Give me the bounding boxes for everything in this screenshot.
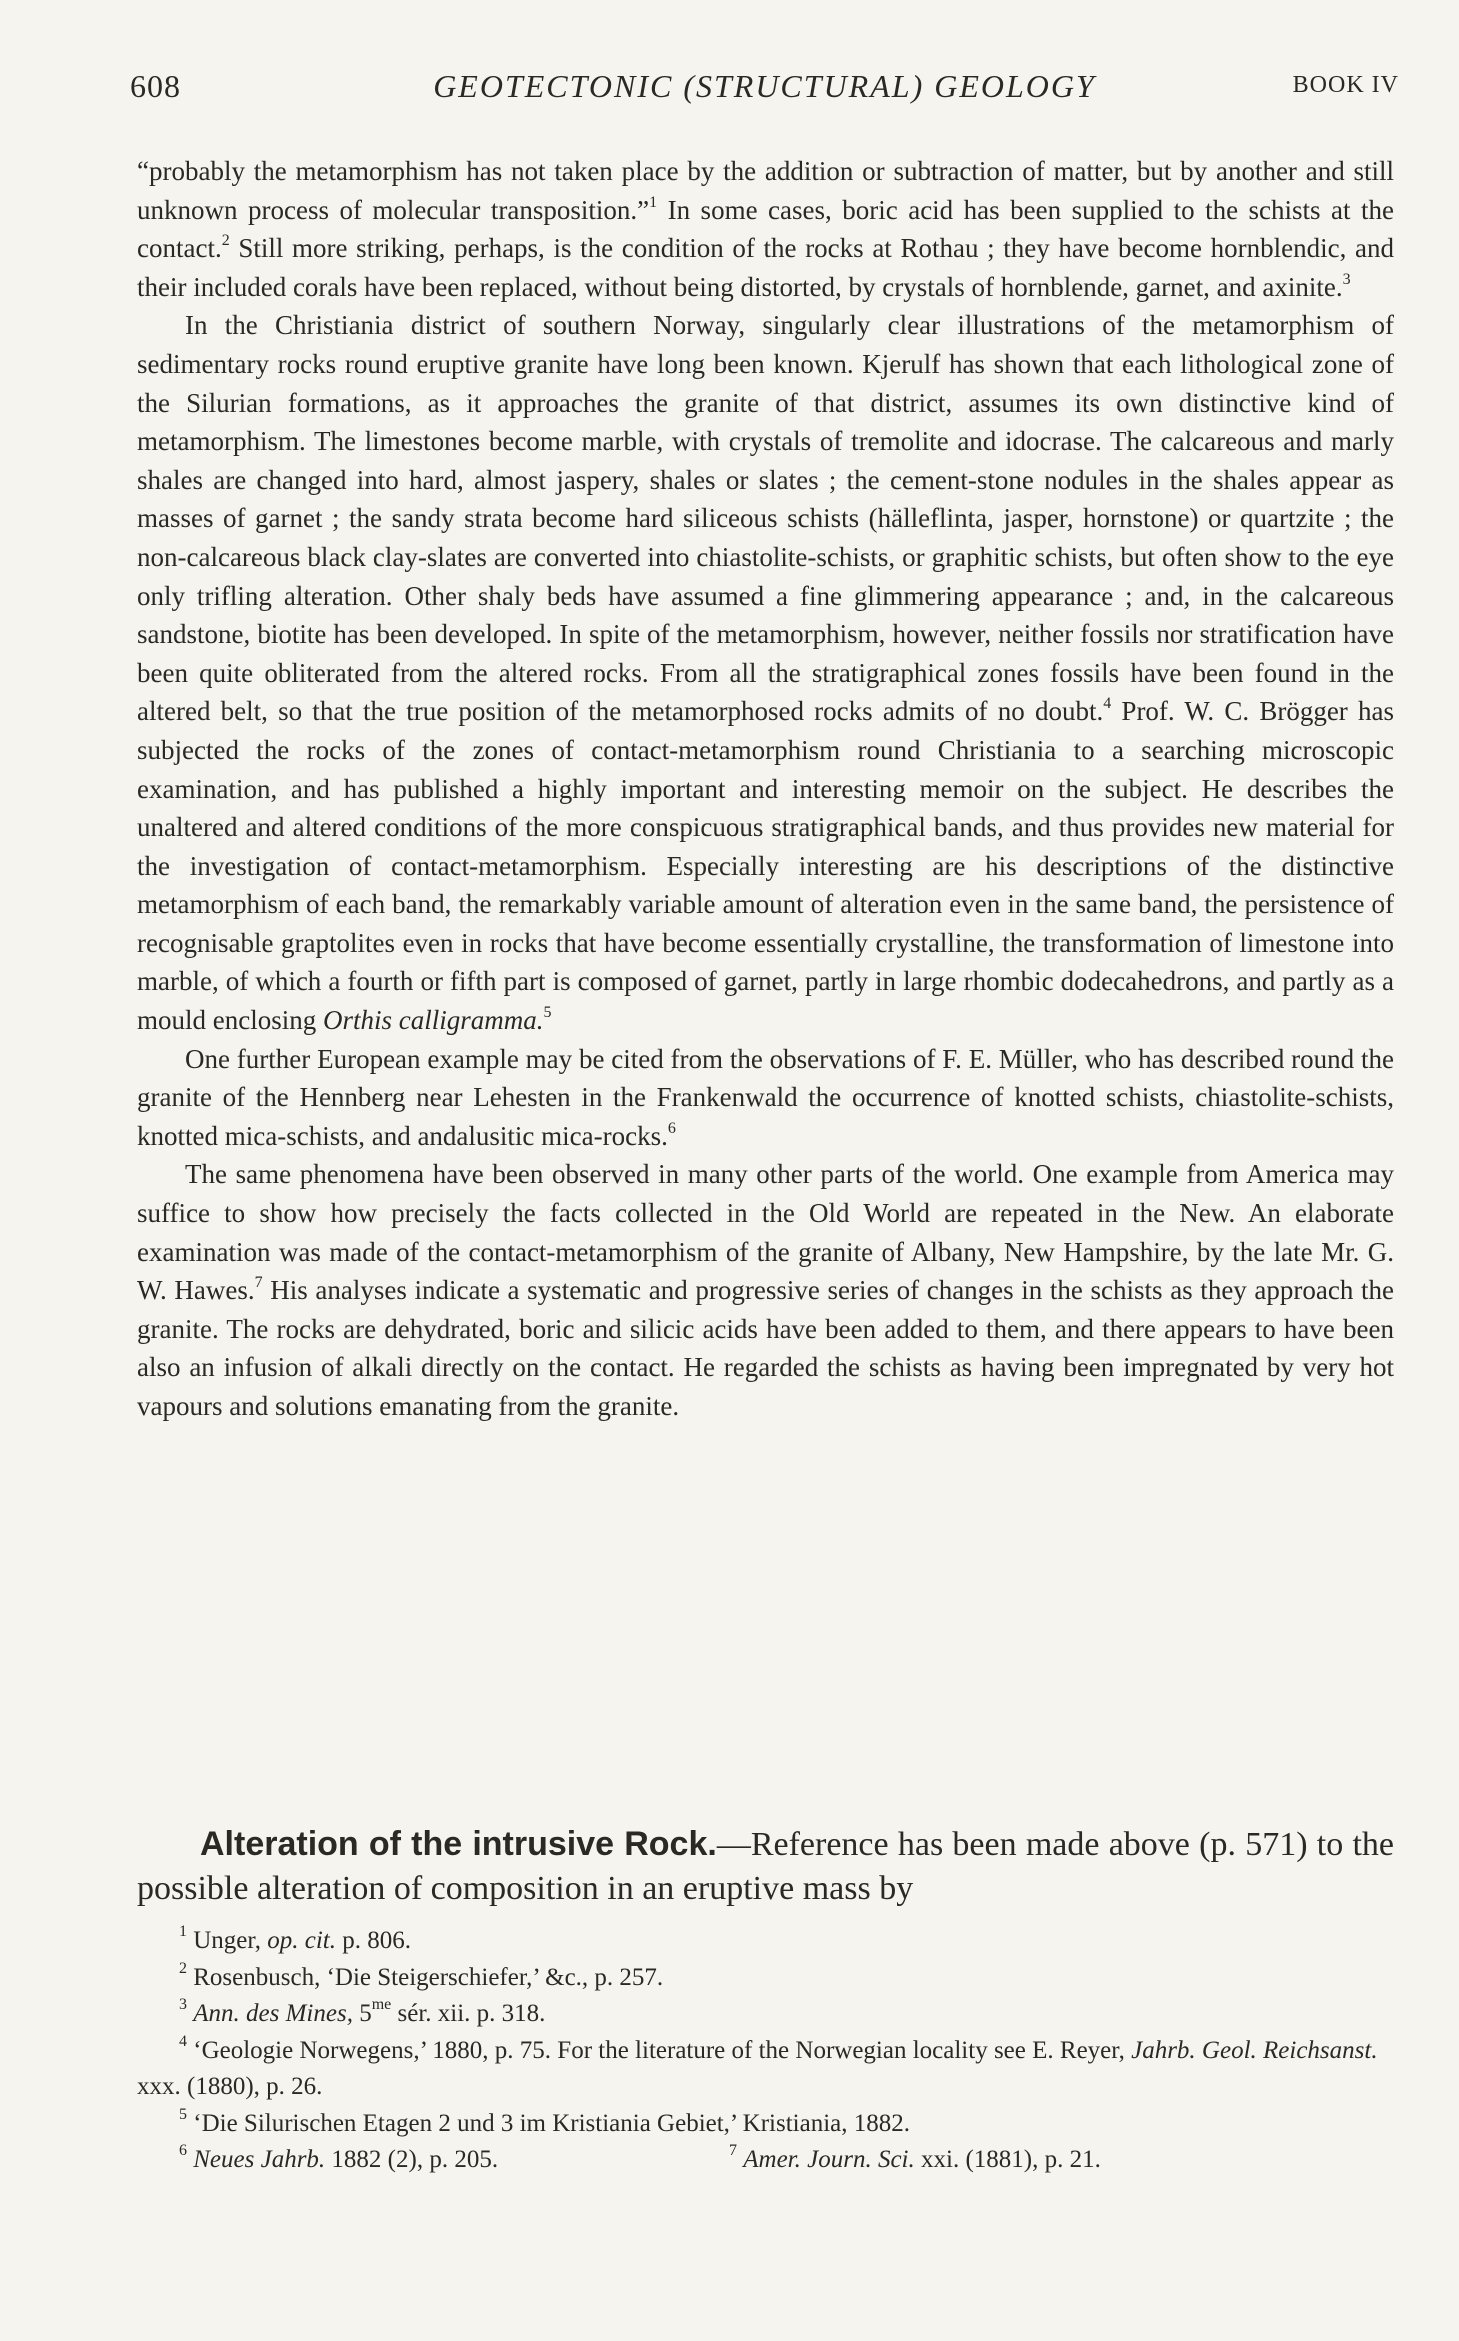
footnote: $^3$ Ann. des Mines, $5^{me}$ sér. xii. p. 318.	[179, 1996, 546, 2027]
paragraph: “probably the metamorphism has not taken place by the addition or subtraction of matter, but by another and still unknown process of molecular transposition.”$^1$ In some cases, boric acid has been supplied to the schists at the contact.$^2$ Still more striking, perhaps, is the condition of the rocks at Rothau ; they have become hornblendic, and their included corals have been replaced, without being distorted, by crystals of hornblende, garnet, and axinite.$^3$	[137, 156, 1394, 302]
section-heading: Alteration of the intrusive Rock.	[200, 1825, 717, 1863]
paragraph: One further European example may be cited from the observations of F. E. Müller, who has described round the granite of the Hennberg near Lehesten in the Frankenwald the occurrence of knotted schists, chiastolite-schists, knotted mica-schists, and andalusitic mica-rocks.$^6$	[137, 1043, 1394, 1151]
footnote: $^5$ ‘Die Silurischen Etagen 2 und 3 im Kristiania Gebiet,’ Kristiania, 1882.	[179, 2105, 910, 2137]
footnote-ref: 5	[543, 1004, 552, 1022]
footnote: $^4$ ‘Geologie Norwegens,’ 1880, p. 75. For the literature of the Norwegian locality see E. Reyer, Jahrb. Geol. Reichsanst. xxx. (1880), p. 26.	[137, 2032, 1378, 2100]
running-header	[130, 68, 1399, 118]
footnote-ref: 7	[254, 1274, 263, 1292]
footnote-ref: 6	[667, 1119, 676, 1137]
footnote-ref: 3	[1342, 270, 1351, 288]
paragraph: The same phenomena have been observed in many other parts of the world. One example from America may suffice to show how precisely the facts collected in the Old World are repeated in the New. An elaborate examination was made of the contact-metamorphism of the granite of Albany, New Hampshire, by the late Mr. G. W. Hawes.$^7$ His analyses indicate a systematic and progressive series of changes in the schists as they approach the granite. The rocks are dehydrated, boric and silicic acids have been added to them, and there appears to have been also an infusion of alkali directly on the contact. He regarded the schists as having been impregnated by very hot vapours and solutions emanating from the granite.	[137, 1159, 1394, 1421]
species-name: Orthis calligramma.	[322, 1005, 544, 1036]
footnote: $^6$ Neues Jahrb. 1882 (2), p. 205. $^7$ Amer. Journ. Sci. xxi. (1881), p. 21.	[179, 2142, 1101, 2173]
footnotes	[137, 1923, 1394, 2179]
footnote-ref: 1	[649, 193, 658, 211]
footnote: $^1$ Unger, op. cit. p. 806.	[179, 1923, 411, 1954]
book-label: BOOK IV	[1292, 72, 1399, 98]
body-text	[137, 152, 1394, 1426]
footnote: $^2$ Rosenbusch, ‘Die Steigerschiefer,’ &c., p. 257.	[179, 1959, 664, 1991]
page-number: 608	[130, 68, 181, 104]
footnote-ref: 4	[1103, 695, 1112, 713]
section-paragraph: Alteration of the intrusive Rock.—Reference has been made above (p. 571) to the possible alteration of composition in an eruptive mass by	[137, 1825, 1394, 1907]
footnote-ref: 2	[221, 232, 230, 250]
paragraph: In the Christiania district of southern Norway, singularly clear illustrations of the metamorphism of sedimentary rocks round eruptive granite have long been known. Kjerulf has shown that each lithological zone of the Silurian formations, as it approaches the granite of that district, assumes its own distinctive kind of metamorphism. The limestones become marble, with crystals of tremolite and idocrase. The calcareous and marly shales are changed into hard, almost jaspery, shales or slates ; the cement-stone nodules in the shales appear as masses of garnet ; the sandy strata become hard siliceous schists (hälleflinta, jasper, hornstone) or quartzite ; the non-calcareous black clay-slates are converted into chiastolite-schists, or graphitic schists, but often show to the eye only trifling alteration. Other shaly beds have assumed a fine glimmering appearance ; and, in the calcareous sandstone, biotite has been developed. In spite of the metamorphism, however, neither fossils nor stratification have been quite obliterated from the altered rocks. From all the stratigraphical zones fossils have been found in the altered belt, so that the true position of the metamorphosed rocks admits of no doubt.$^4$ Prof. W. C. Brögger has subjected the rocks of the zones of contact-metamorphism round Christiania to a searching microscopic examination, and has published a highly important and interesting memoir on the subject. He describes the unaltered and altered conditions of the more conspicuous stratigraphical bands, and thus provides new material for the investigation of contact-metamorphism. Especially interesting are his descriptions of the distinctive metamorphism of each band, the remarkably variable amount of alteration even in the same band, the persistence of recognisable graptolites even in rocks that have become essentially crystalline, the transformation of limestone into marble, of which a fourth or fifth part is composed of garnet, partly in large rhombic dodecahedrons, and partly as a mould enclosing Orthis calligramma.$^5$	[137, 310, 1394, 1036]
running-title: GEOTECTONIC (STRUCTURAL) GEOLOGY	[433, 68, 1096, 104]
